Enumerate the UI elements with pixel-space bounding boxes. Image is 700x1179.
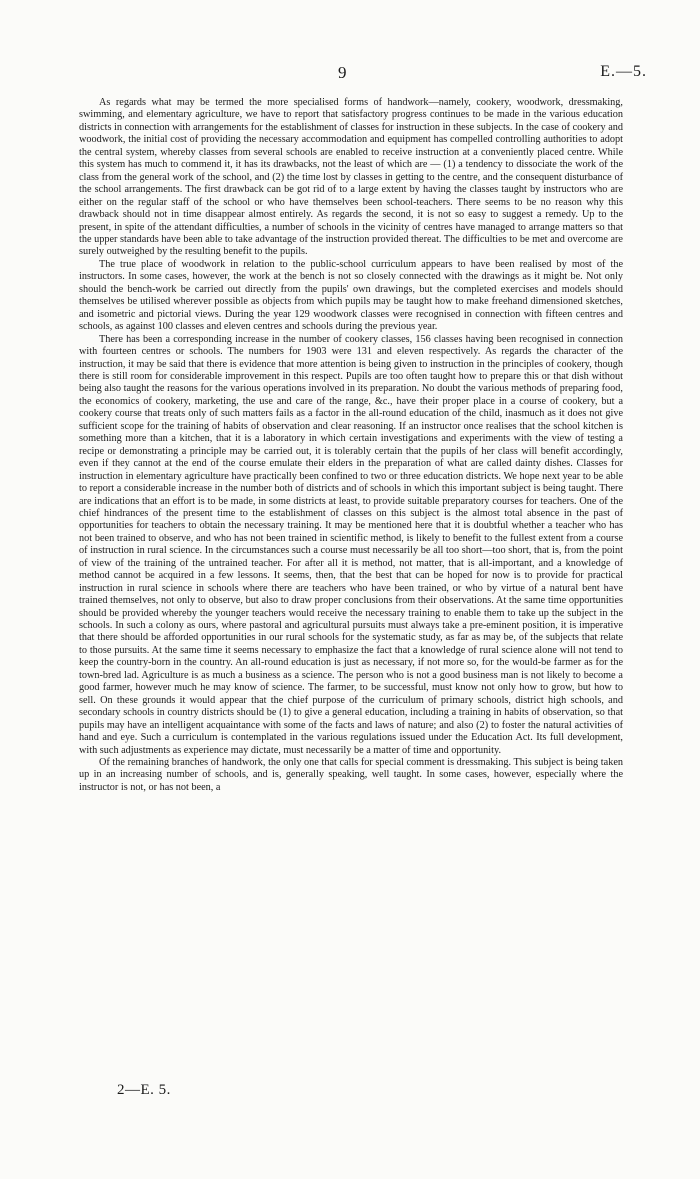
document-reference: E.—5.	[600, 63, 647, 80]
signature-mark: 2—E. 5.	[117, 1082, 171, 1098]
page-number: 9	[338, 63, 347, 82]
paragraph-cookery-agriculture: There has been a corresponding increase in the number of cookery classes, 156 classes having been recognised in connection with fourteen centres or schools. The numbers for 1903 were 131 and eleven respectively. As regards the character of the instruction, it may be said that there is evidence that more attention is being given to instruction in the principles of cookery, though there is still room for considerable improvement in this respect. Pupils are too often taught how to prepare this or that dish without being also taught the reasons for the various operations involved in its preparation. No doubt the various methods of preparing food, the economics of cookery, marketing, the use and care of the range, &c., have their proper place in a course of cookery, but a cookery course that treats only of such matters fails as a factor in the all-round education of the child, inasmuch as it does not give sufficient scope for the training of habits of observation and clear reasoning. If an instructor once realises that the school kitchen is something more than a kitchen, that it is a laboratory in which certain investigations and experiments with the view of testing a recipe or demonstrating a principle may be carried out, it is tolerably certain that the pupils of her class will benefit accordingly, even if they cannot at the end of the course emulate their elders in the preparation of what are called dainty dishes. Classes for instruction in elementary agriculture have practically been confined to two or three education districts. We hope next year to be able to report a considerable increase in the number both of districts and of schools in which this important subject is being taught. There are indications that an effort is to be made, in some districts at least, to provide suitable preparatory courses for teachers. One of the chief hindrances of the present time to the establishment of classes on this subject is the almost total absence in the past of opportunities for teachers to obtain the necessary training. It may be mentioned here that it is doubtful whether a teacher who has not been trained to observe, and who has not been trained in scientific method, is likely to benefit to the fullest extent from a course of instruction in rural science. In the circumstances such a course must necessarily be all too short—too short, that is, from the point of view of the training of the untrained teacher. For after all it is method, not matter, that is all-important, and a knowledge of method cannot be acquired in a few lessons. It seems, then, that the best that can be hoped for now is to provide for practical instruction in rural science in schools where there are teachers who have been trained, or who by virtue of a natural bent have trained themselves, not only to observe, but also to draw proper conclusions from their observations. At the same time opportunities should be provided whereby the younger teachers would receive the necessary training to enable them to take up the subject in the schools. In such a colony as ours, where pastoral and agricultural pursuits must always take a pre-eminent position, it is imperative that there should be afforded opportunities in our rural schools for the systematic study, as far as may be, of the subjects that relate to those pursuits. At the same time it seems necessary to emphasize the fact that a knowledge of rural science alone will not tend to keep the country-born in the country. An all-round education is just as necessary, if not more so, for the would-be farmer as for the town-bred lad. Agriculture is as much a business as a science. The person who is not a good business man is not likely to become a good farmer, however much he may know of science. The farmer, to be successful, must know not only how to grow, but how to sell. On these grounds it would appear that the chief purpose of the curriculum of primary schools, district high schools, and secondary schools in country districts should be (1) to give a general education, including a training in habits of observation, so that pupils may have an intelligent acquaintance with some of the facts and laws of nature; and also (2) to foster the natural activities of hand and eye. Such a curriculum is contemplated in the various regulations issued under the Education Act. Its full development, with such adjustments as experience may dictate, must necessarily be a matter of time and opportunity.	[79, 333, 623, 756]
paragraph-dressmaking: Of the remaining branches of handwork, the only one that calls for special comment is dressmaking. This subject is being taken up in an increasing number of schools, and is, generally speaking, well taught. In some cases, however, especially where the instructor is not, or has not been, a	[79, 757, 623, 793]
paragraph-handwork-specialised: As regards what may be termed the more specialised forms of handwork—namely, cookery, woodwork, dressmaking, swimming, and elementary agriculture, we have to report that satisfactory progress continues to be made in the various education districts in connection with arrangements for the establishment of classes for instruction in these subjects. In the case of cookery and woodwork, the initial cost of providing the necessary accommodation and equipment has compelled controlling authorities to adopt the central system, whereby classes from several schools are enabled to receive instruction at a conveniently placed centre. While this system has much to commend it, it has its drawbacks, not the least of which are — (1) a tendency to dissociate the work of the class from the general work of the school, and (2) the time lost by classes in getting to the centre, and the consequent disturbance of the school arrangements. The first drawback can be got rid of to a large extent by having the classes taught by instructors who are either on the regular staff of the school or who have themselves been school-teachers. There seems to be no reason why this drawback should not in time disappear almost entirely. As regards the second, it is not so easy to suggest a remedy. Up to the present, in spite of the attendant difficulties, a number of schools in the vicinity of centres have managed to arrange matters so that the upper standards have been able to take advantage of the instruction provided thereat. The difficulties to be met and overcome are surely outweighed by the resulting benefit to the pupils.	[79, 97, 623, 258]
body-text	[79, 97, 623, 794]
paragraph-woodwork: The true place of woodwork in relation to the public-school curriculum appears to have been realised by most of the instructors. In some cases, however, the work at the bench is not so closely connected with the drawings as it might be. Not only should the bench-work be carried out directly from the pupils' own drawings, but the completed exercises and models should themselves be utilised wherever possible as objects from which pupils may be taught how to make freehand dimensioned sketches, and isometric and pictorial views. During the year 129 woodwork classes were recognised in connection with fifteen centres and schools, as against 100 classes and eleven centres and schools during the previous year.	[79, 258, 623, 333]
